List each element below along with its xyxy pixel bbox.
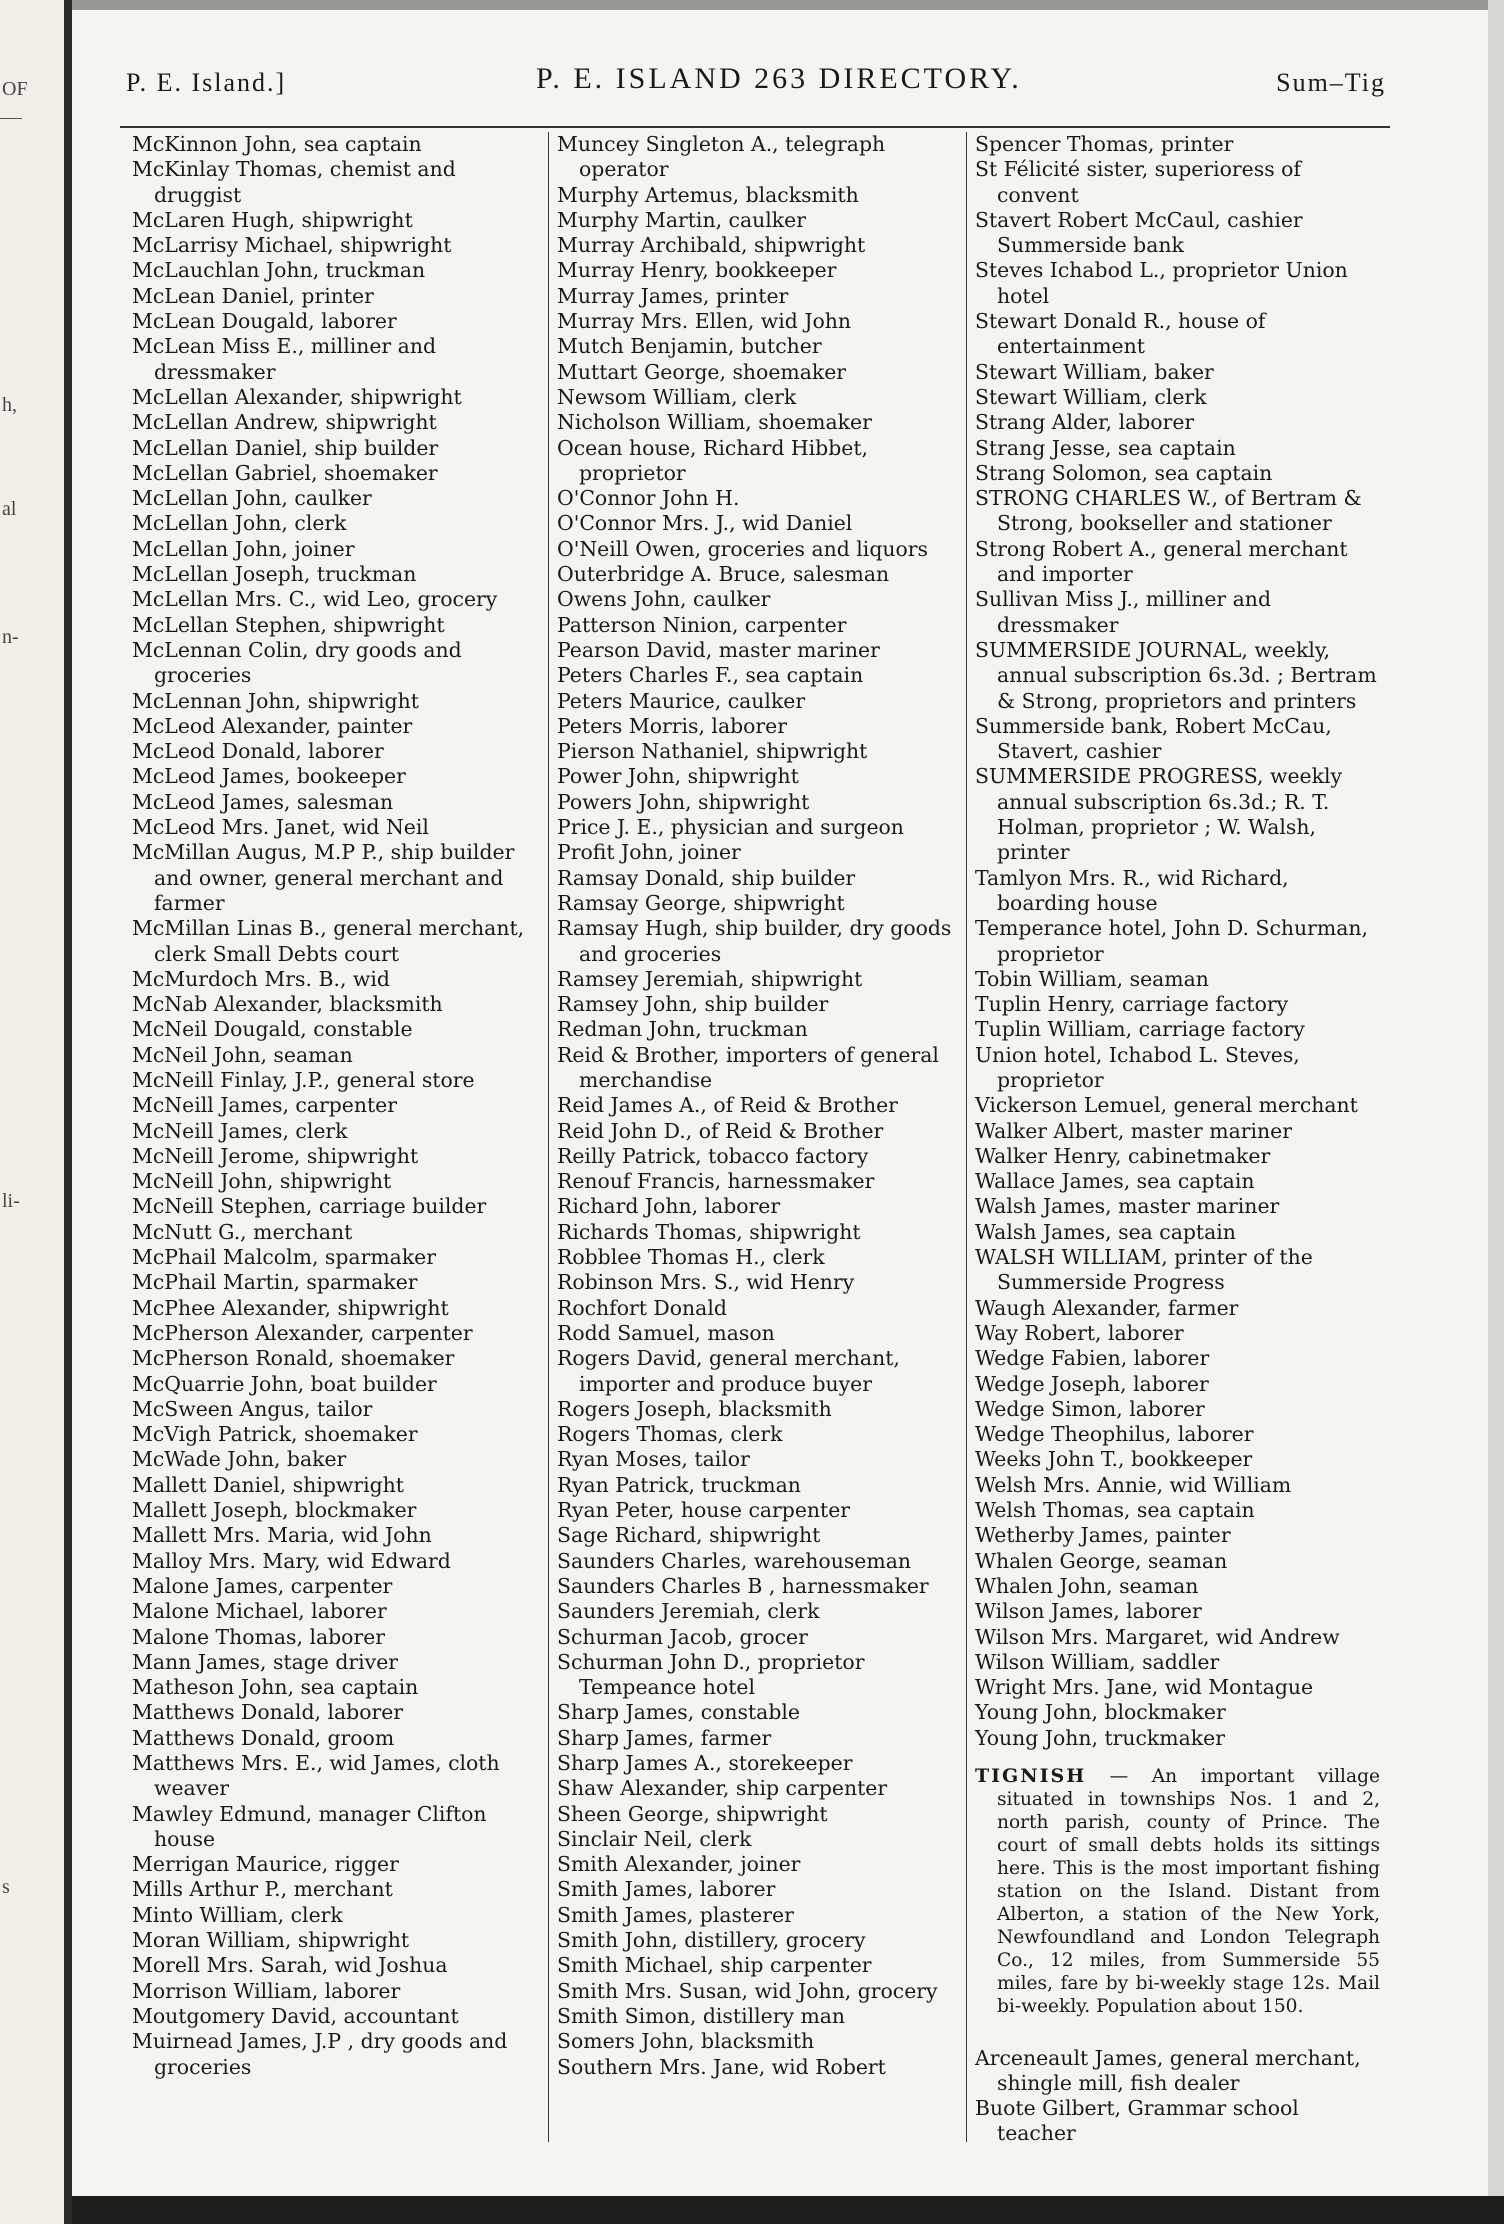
directory-entry: Steves Ichabod L., proprietor Union hotel [975, 258, 1348, 308]
directory-entry: McLean Miss E., milliner and dressmaker [132, 334, 437, 384]
directory-entry: Whalen George, seaman [975, 1548, 1228, 1573]
directory-entry: Renouf Francis, harnessmaker [557, 1169, 875, 1194]
directory-entry: McNeill John, shipwright [132, 1169, 392, 1194]
directory-entry: Smith Mrs. Susan, wid John, grocery [557, 1978, 938, 2003]
directory-entry: Rogers Thomas, clerk [557, 1422, 783, 1447]
directory-entry: Malone James, carpenter [132, 1573, 393, 1598]
directory-entry: Wilson Mrs. Margaret, wid Andrew [975, 1624, 1340, 1649]
directory-entry: McLeod James, bookeeper [132, 764, 406, 789]
directory-entry: McNeill Jerome, shipwright [132, 1143, 419, 1168]
directory-entry: Malone Thomas, laborer [132, 1624, 386, 1649]
directory-entry: Murray James, printer [557, 283, 789, 308]
directory-entry: McNeil John, seaman [132, 1042, 353, 1067]
directory-entry: O'Connor Mrs. J., wid Daniel [557, 511, 853, 536]
directory-entry: Mawley Edmund, manager Clifton house [132, 1801, 487, 1851]
directory-entry: Saunders Charles B , harnessmaker [557, 1573, 929, 1598]
edge-word: s [2, 1876, 10, 1898]
directory-entry: Ryan Moses, tailor [557, 1447, 750, 1472]
directory-entry: Matthews Mrs. E., wid James, cloth weaver [132, 1751, 500, 1801]
directory-entry: Sharp James A., storekeeper [557, 1751, 853, 1775]
directory-entry: McLellan Daniel, ship builder [132, 435, 439, 460]
directory-entry: Robinson Mrs. S., wid Henry [557, 1270, 855, 1295]
column-3-entries [975, 132, 1380, 1751]
directory-entry: McLean Daniel, printer [132, 283, 374, 308]
column-3-tail [975, 2046, 1380, 2147]
directory-entry: Wedge Fabien, laborer [975, 1346, 1210, 1371]
directory-entry: Strang Jesse, sea captain [975, 435, 1236, 460]
directory-entry: Smith James, plasterer [557, 1902, 794, 1927]
directory-entry: Young John, blockmaker [975, 1700, 1226, 1725]
directory-entry: McNeill James, carpenter [132, 1093, 397, 1118]
directory-entry: McQuarrie John, boat builder [132, 1371, 437, 1396]
directory-entry: WALSH WILLIAM, printer of the Summerside Progress [975, 1245, 1313, 1295]
directory-entry: Ryan Patrick, truckman [557, 1472, 801, 1497]
directory-entry: Merrigan Maurice, rigger [132, 1852, 399, 1877]
directory-entry: Stewart William, baker [975, 359, 1214, 384]
directory-entry: Walsh James, master mariner [975, 1194, 1280, 1219]
directory-entry: Smith Alexander, joiner [557, 1852, 801, 1877]
directory-entry: Sullivan Miss J., milliner and dressmaker [975, 587, 1271, 637]
directory-entry: Vickerson Lemuel, general merchant [975, 1093, 1358, 1118]
directory-entry: Union hotel, Ichabod L. Steves, proprietor [975, 1042, 1300, 1092]
directory-entry: Young John, truckmaker [975, 1725, 1225, 1750]
directory-entry: Rodd Samuel, mason [557, 1320, 775, 1345]
directory-entry: Wilson James, laborer [975, 1599, 1202, 1624]
directory-entry: Redman John, truckman [557, 1017, 808, 1042]
directory-entry: Walker Albert, master mariner [975, 1118, 1292, 1143]
directory-entry: Stavert Robert McCaul, cashier Summerside bank [975, 207, 1303, 258]
directory-entry: Minto William, clerk [132, 1902, 343, 1927]
directory-entry: Tamlyon Mrs. R., wid Richard, boarding house [975, 865, 1289, 915]
directory-entry: SUMMERSIDE PROGRESS, weekly annual subscription 6s.3d.; R. T. Holman, proprietor ; W. Walsh, printer [975, 764, 1343, 865]
running-head-left: P. E. Island.] [126, 68, 287, 97]
directory-entry: Mills Arthur P., merchant [132, 1877, 393, 1902]
directory-entry: McLeod Mrs. Janet, wid Neil [132, 815, 429, 840]
directory-entry: Muncey Singleton A., telegraph operator [557, 132, 886, 182]
directory-entry: McLauchlan John, truckman [132, 258, 426, 283]
directory-entry: Mann James, stage driver [132, 1649, 399, 1674]
directory-entry: Rochfort Donald [557, 1295, 727, 1320]
directory-entry: Ocean house, Richard Hibbet, proprietor [557, 435, 869, 485]
facing-page-edge [0, 0, 72, 2224]
directory-entry: Welsh Thomas, sea captain [975, 1498, 1255, 1523]
directory-entry: Mallett Joseph, blockmaker [132, 1498, 417, 1523]
directory-entry: Sinclair Neil, clerk [557, 1826, 752, 1851]
directory-entry: Sharp James, farmer [557, 1725, 772, 1750]
directory-entry: Powers John, shipwright [557, 789, 810, 814]
directory-entry: McLaren Hugh, shipwright [132, 207, 413, 232]
directory-entry: McNab Alexander, blacksmith [132, 992, 443, 1017]
directory-entry: Nicholson William, shoemaker [557, 410, 872, 435]
directory-entry: McLeod James, salesman [132, 789, 394, 814]
scan-border-right [1488, 0, 1504, 2224]
directory-entry: Wright Mrs. Jane, wid Montague [975, 1675, 1314, 1700]
directory-entry: McLellan John, caulker [132, 486, 372, 511]
directory-entry: Somers John, blacksmith [557, 2029, 815, 2054]
directory-entry: Sheen George, shipwright [557, 1801, 828, 1826]
directory-entry: Muttart George, shoemaker [557, 359, 847, 384]
directory-entry: Peters Maurice, caulker [557, 688, 806, 713]
directory-entry: McLennan John, shipwright [132, 688, 419, 713]
directory-entry: McNeill Finlay, J.P., general store [132, 1067, 475, 1092]
directory-entry: Tuplin William, carriage factory [975, 1017, 1305, 1042]
directory-entry: McMillan Linas B., general merchant, clerk Small Debts court [132, 916, 525, 966]
directory-entry: Stewart Donald R., house of entertainment [975, 309, 1266, 359]
directory-entry: St Félicité sister, superioress of convent [975, 157, 1301, 207]
column-2 [548, 132, 966, 2142]
directory-entry: Whalen John, seaman [975, 1573, 1199, 1598]
edge-word: OF [2, 78, 28, 100]
tignish-description [975, 1765, 1380, 2018]
directory-entry: Stewart William, clerk [975, 384, 1207, 409]
directory-entry: Pierson Nathaniel, shipwright [557, 739, 868, 764]
directory-entry: McKinnon John, sea captain [132, 132, 422, 156]
directory-entry: Outerbridge A. Bruce, salesman [557, 562, 890, 587]
directory-entry: Murphy Martin, caulker [557, 207, 806, 232]
scan-border-top [72, 0, 1504, 10]
directory-entry: Morell Mrs. Sarah, wid Joshua [132, 1953, 448, 1978]
directory-entry: Smith Michael, ship carpenter [557, 1953, 872, 1978]
directory-entry: Muirnead James, J.P , dry goods and groceries [132, 2029, 508, 2079]
directory-entry: Ramsay Hugh, ship builder, dry goods and groceries [557, 916, 952, 966]
directory-entry: McWade John, baker [132, 1447, 347, 1472]
edge-word: li- [2, 1190, 20, 1212]
directory-entry: McLellan Joseph, truckman [132, 562, 417, 587]
directory-entry: Saunders Jeremiah, clerk [557, 1599, 820, 1624]
directory-entry: Malone Michael, laborer [132, 1599, 387, 1624]
directory-entry: Walsh James, sea captain [975, 1219, 1236, 1244]
directory-entry: O'Connor John H. [557, 486, 740, 511]
directory-entry: McLellan Stephen, shipwright [132, 612, 445, 637]
directory-entry: McLellan John, joiner [132, 536, 355, 561]
directory-entry: McPhail Martin, sparmaker [132, 1270, 418, 1295]
directory-entry: Robblee Thomas H., clerk [557, 1245, 825, 1270]
directory-entry: McNeill Stephen, carriage builder [132, 1194, 487, 1219]
directory-page [80, 40, 1400, 2190]
directory-entry: Richards Thomas, shipwright [557, 1219, 861, 1244]
directory-entry: Richard John, laborer [557, 1194, 781, 1219]
running-head-range: Sum–Tig [1276, 68, 1386, 97]
directory-entry: Wedge Simon, laborer [975, 1396, 1205, 1421]
directory-entry: McLellan Andrew, shipwright [132, 410, 437, 435]
directory-entry: Mallett Mrs. Maria, wid John [132, 1523, 432, 1548]
directory-entry: Weeks John T., bookkeeper [975, 1447, 1253, 1472]
directory-entry: Strang Solomon, sea captain [975, 460, 1273, 485]
running-head-title: P. E. ISLAND 263 DIRECTORY. [536, 62, 1022, 95]
directory-entry: Peters Morris, laborer [557, 713, 787, 738]
directory-columns [128, 132, 1388, 2146]
directory-entry: McPherson Alexander, carpenter [132, 1320, 473, 1345]
directory-entry: McLellan Alexander, shipwright [132, 384, 462, 409]
directory-entry: McMillan Augus, M.P P., ship builder and owner, general merchant and farmer [132, 840, 515, 915]
directory-entry: Waugh Alexander, farmer [975, 1295, 1239, 1320]
directory-entry: Ramsey Jeremiah, shipwright [557, 966, 863, 991]
edge-rule [0, 118, 22, 119]
directory-entry: McNutt G., merchant [132, 1219, 353, 1244]
directory-entry: Wedge Theophilus, laborer [975, 1422, 1254, 1447]
directory-entry: Murphy Artemus, blacksmith [557, 182, 859, 207]
directory-entry: Patterson Ninion, carpenter [557, 612, 847, 637]
directory-entry: Rogers Joseph, blacksmith [557, 1396, 832, 1421]
directory-entry: Ramsay George, shipwright [557, 890, 845, 915]
directory-entry: McLeod Alexander, painter [132, 713, 413, 738]
directory-entry: McLellan Gabriel, shoemaker [132, 460, 438, 485]
directory-entry: Schurman Jacob, grocer [557, 1624, 808, 1649]
directory-entry: Wedge Joseph, laborer [975, 1371, 1209, 1396]
directory-entry: Mallett Daniel, shipwright [132, 1472, 404, 1497]
directory-entry: Matheson John, sea captain [132, 1675, 419, 1700]
directory-entry: Owens John, caulker [557, 587, 771, 612]
directory-entry: Mutch Benjamin, butcher [557, 334, 822, 359]
directory-entry: Smith James, laborer [557, 1877, 776, 1902]
directory-entry: McKinlay Thomas, chemist and druggist [132, 157, 456, 207]
directory-entry: Shaw Alexander, ship carpenter [557, 1776, 888, 1801]
edge-word: h, [2, 394, 17, 416]
directory-entry: McLennan Colin, dry goods and groceries [132, 637, 462, 688]
tignish-heading: TIGNISH [975, 1765, 1087, 1787]
directory-entry: Southern Mrs. Jane, wid Robert [557, 2054, 886, 2079]
directory-entry: Murray Mrs. Ellen, wid John [557, 309, 852, 334]
directory-entry: Price J. E., physician and surgeon [557, 815, 904, 840]
directory-entry: Walker Henry, cabinetmaker [975, 1143, 1271, 1168]
directory-entry: McNeill James, clerk [132, 1118, 348, 1143]
directory-entry: Wilson William, saddler [975, 1649, 1220, 1674]
directory-entry: Welsh Mrs. Annie, wid William [975, 1472, 1292, 1497]
directory-entry: Summerside bank, Robert McCau, Stavert, cashier [975, 713, 1332, 764]
directory-entry: Wetherby James, painter [975, 1523, 1231, 1548]
directory-entry: Smith John, distillery, grocery [557, 1928, 866, 1953]
directory-entry: Morrison William, laborer [132, 1978, 401, 2003]
directory-entry: STRONG CHARLES W., of Bertram & Strong, bookseller and stationer [975, 486, 1362, 536]
directory-entry: Way Robert, laborer [975, 1320, 1184, 1345]
directory-entry: Sharp James, constable [557, 1700, 800, 1725]
directory-entry: McVigh Patrick, shoemaker [132, 1422, 418, 1447]
directory-entry: Moran William, shipwright [132, 1928, 410, 1953]
edge-word: n- [2, 626, 19, 648]
directory-entry: Ramsay Donald, ship builder [557, 865, 856, 890]
directory-entry: Spencer Thomas, printer [975, 132, 1234, 156]
directory-entry: Rogers David, general merchant, importer and produce buyer [557, 1346, 900, 1396]
directory-entry: Sage Richard, shipwright [557, 1523, 821, 1548]
directory-entry: Peters Charles F., sea captain [557, 663, 864, 688]
directory-entry: Ryan Peter, house carpenter [557, 1498, 851, 1523]
directory-entry: Arceneault James, general merchant, shingle mill, fish dealer [975, 2045, 1361, 2095]
directory-entry: Strong Robert A., general merchant and importer [975, 536, 1348, 587]
directory-entry: McPhee Alexander, shipwright [132, 1295, 449, 1320]
directory-entry: Profit John, joiner [557, 840, 741, 865]
directory-entry: McLean Dougald, laborer [132, 309, 397, 334]
directory-entry: Reid John D., of Reid & Brother [557, 1118, 884, 1143]
directory-entry: McPherson Ronald, shoemaker [132, 1346, 455, 1371]
scan-border-bottom [72, 2196, 1504, 2224]
directory-entry: Schurman John D., proprietor Tempeance hotel [557, 1649, 865, 1700]
directory-entry: Murray Archibald, shipwright [557, 233, 866, 258]
directory-entry: Saunders Charles, warehouseman [557, 1548, 911, 1573]
directory-entry: Tuplin Henry, carriage factory [975, 992, 1289, 1017]
directory-entry: McLeod Donald, laborer [132, 739, 384, 764]
directory-entry: Wallace James, sea captain [975, 1169, 1255, 1194]
directory-entry: McLellan John, clerk [132, 511, 347, 536]
directory-entry: McPhail Malcolm, sparmaker [132, 1245, 436, 1270]
directory-entry: Pearson David, master mariner [557, 637, 880, 662]
directory-entry: Power John, shipwright [557, 764, 799, 789]
edge-word: al [2, 498, 17, 520]
directory-entry: Reid James A., of Reid & Brother [557, 1093, 898, 1118]
running-head [116, 58, 1386, 108]
directory-entry: Reid & Brother, importers of general merchandise [557, 1042, 939, 1092]
spacer [975, 2037, 1380, 2046]
directory-entry: McLarrisy Michael, shipwright [132, 233, 452, 258]
directory-entry: SUMMERSIDE JOURNAL, weekly, annual subscription 6s.3d. ; Bertram & Strong, proprietors and printers [975, 637, 1377, 713]
directory-entry: Matthews Donald, groom [132, 1725, 395, 1750]
directory-entry: Moutgomery David, accountant [132, 2003, 459, 2028]
directory-entry: Matthews Donald, laborer [132, 1700, 404, 1725]
directory-entry: McNeil Dougald, constable [132, 1017, 413, 1042]
directory-entry: Malloy Mrs. Mary, wid Edward [132, 1548, 451, 1573]
directory-entry: McLellan Mrs. C., wid Leo, grocery [132, 587, 498, 612]
directory-entry: Murray Henry, bookkeeper [557, 258, 837, 283]
directory-entry: Tobin William, seaman [975, 966, 1209, 991]
directory-entry: Ramsey John, ship builder [557, 992, 829, 1017]
directory-entry: Newsom William, clerk [557, 384, 797, 409]
directory-entry: McSween Angus, tailor [132, 1396, 373, 1421]
column-3 [966, 132, 1388, 2146]
directory-entry: McMurdoch Mrs. B., wid [132, 966, 390, 991]
directory-entry: Buote Gilbert, Grammar school teacher [975, 2096, 1299, 2146]
header-rule [120, 126, 1390, 128]
directory-entry: Strang Alder, laborer [975, 410, 1195, 435]
column-1 [128, 132, 548, 2142]
directory-entry: O'Neill Owen, groceries and liquors [557, 536, 928, 561]
directory-entry: Reilly Patrick, tobacco factory [557, 1143, 869, 1168]
directory-entry: Smith Simon, distillery man [557, 2003, 846, 2028]
tignish-text: — An important village situated in townships Nos. 1 and 2, north parish, county of Prince. The court of small debts holds its sittings here. This is the most important fishing station on the Island. Distant from Alberton, a station of the New York, Newfoundland and London Telegraph Co., 12 miles, from Summerside 55 miles, fare by bi-weekly stage 12s. Mail bi-weekly. Population about 150. [997, 1766, 1380, 2017]
directory-entry: Temperance hotel, John D. Schurman, proprietor [975, 916, 1368, 966]
